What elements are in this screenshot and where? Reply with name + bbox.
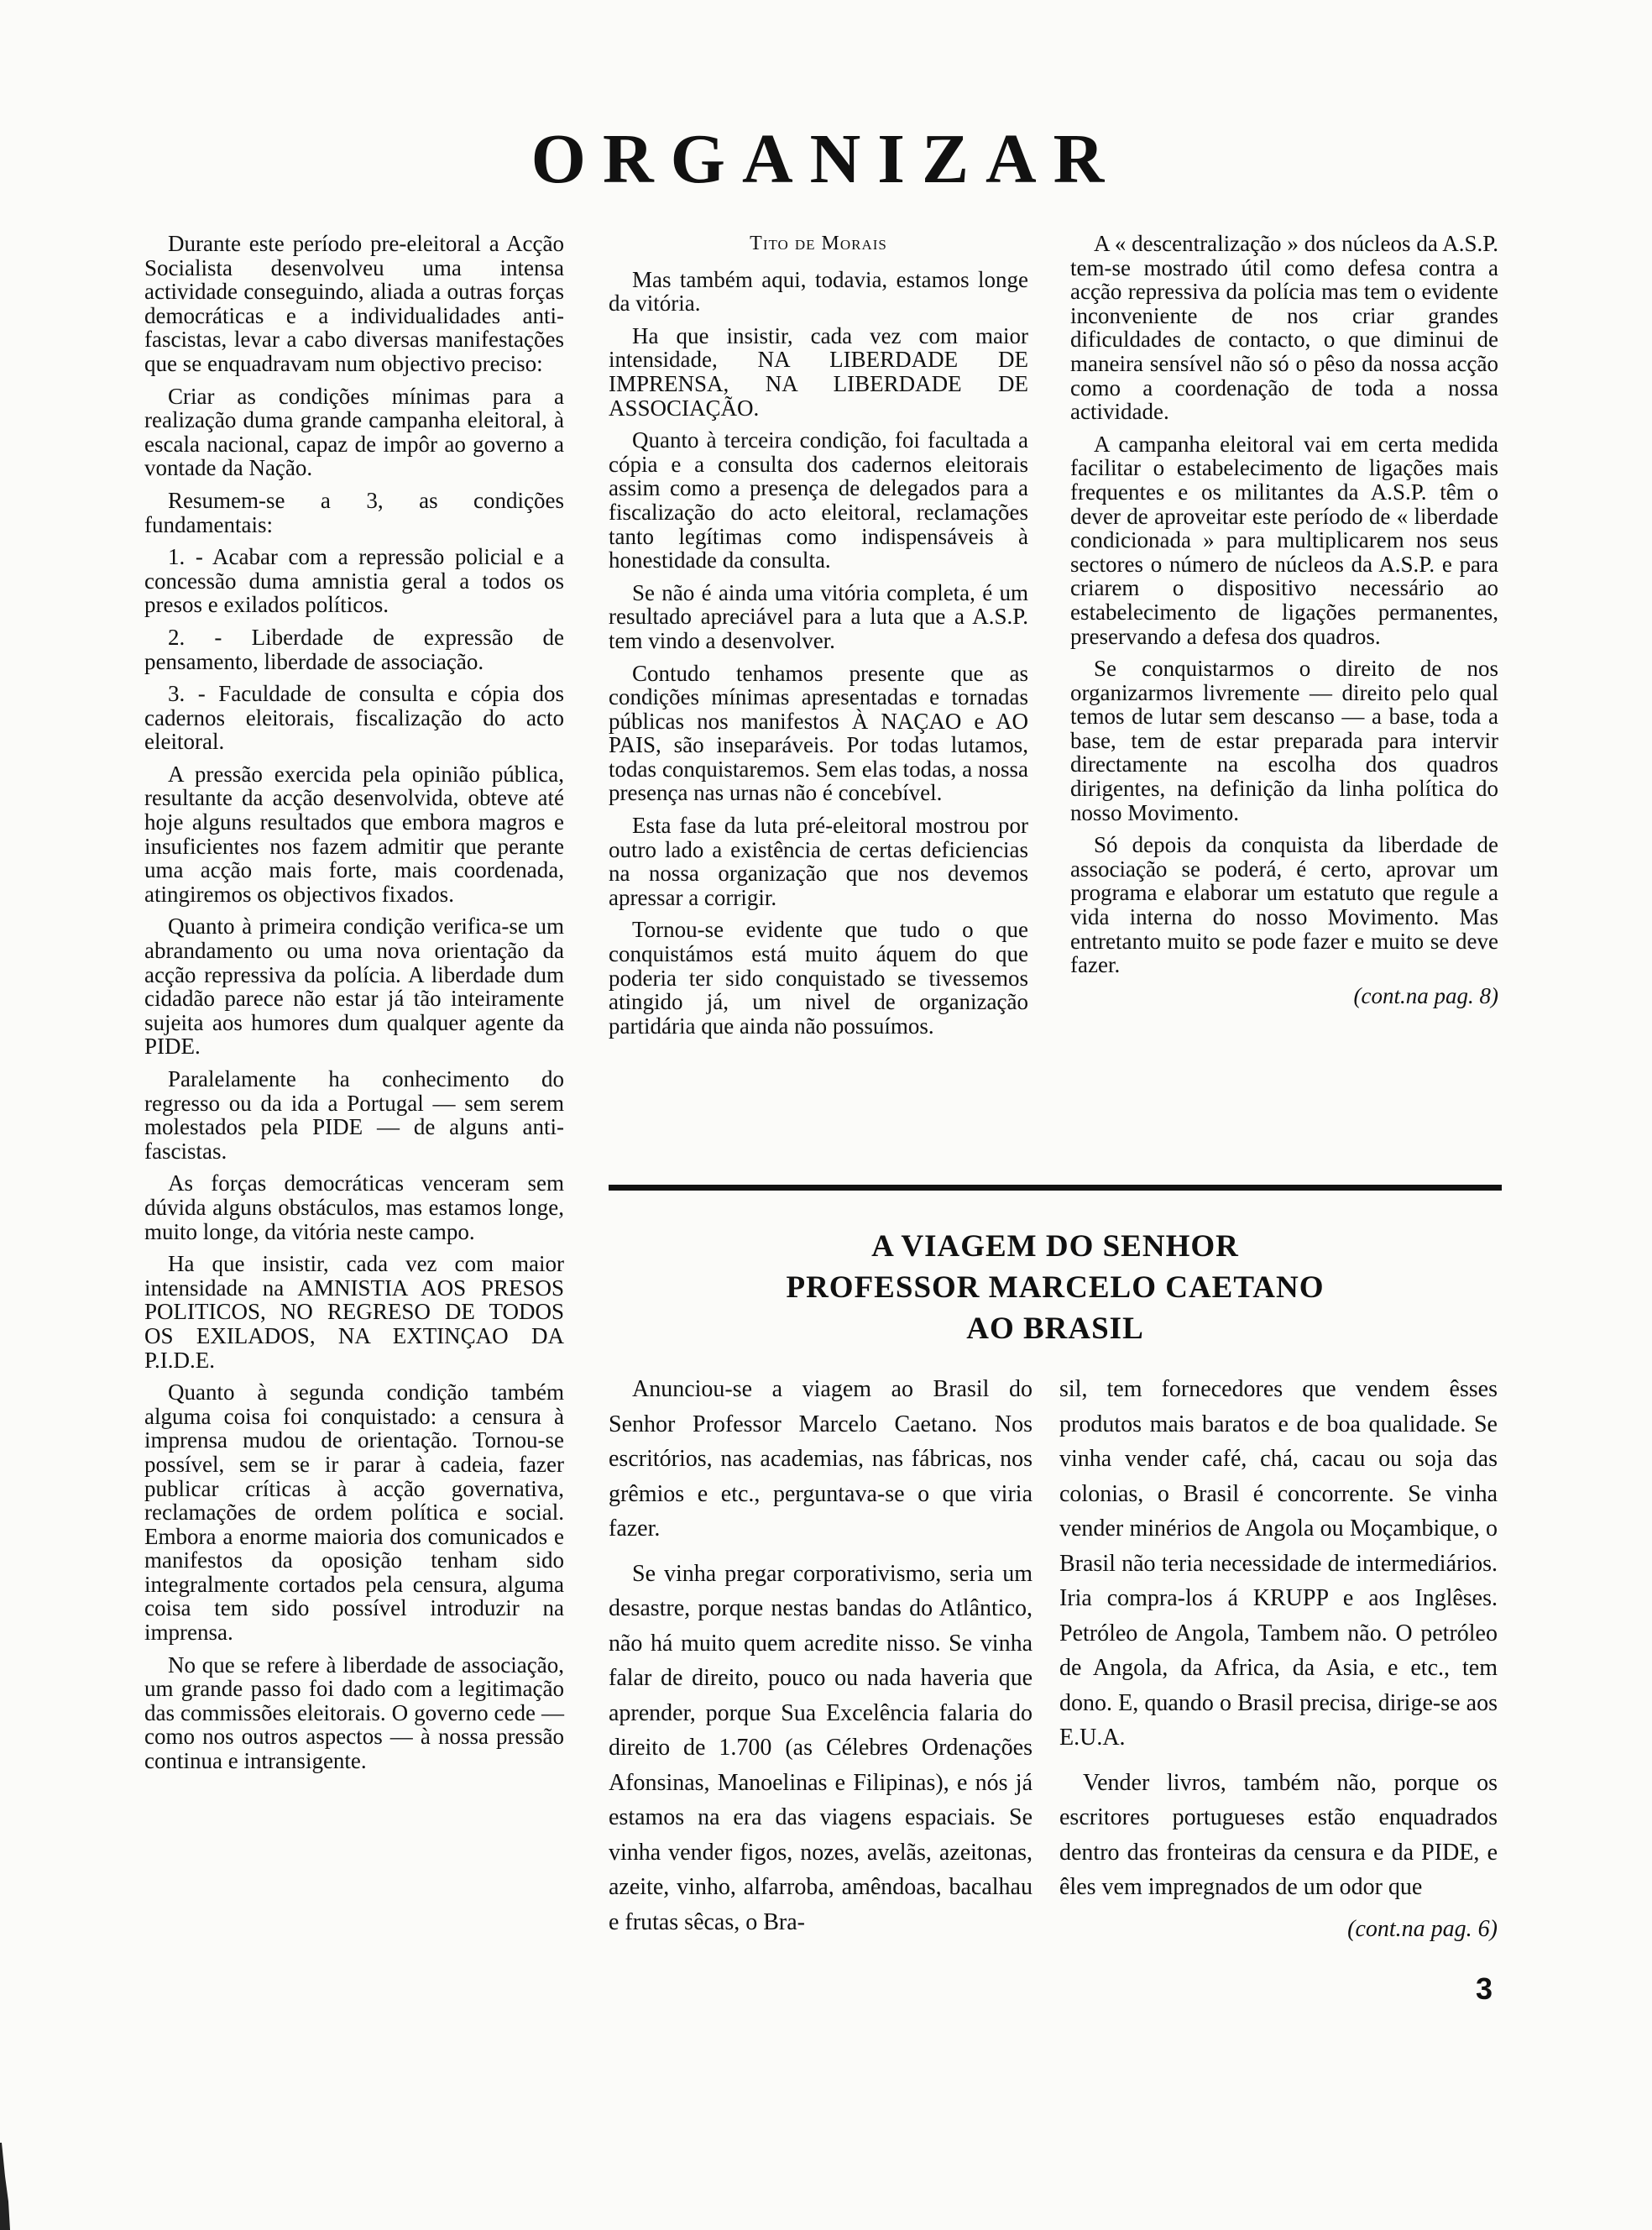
paragraph: Paralelamente ha conhecimento do regresso ou da ida a Portugal — sem serem molestados pela PIDE — de alguns anti-fascistas. (144, 1066, 564, 1164)
paragraph: Esta fase da luta pré-eleitoral mostrou por outro lado a existência de certas deficiencias na nossa organização que nos devemos apressar a corrigir. (609, 813, 1028, 910)
paragraph: Quanto à primeira condição verifica-se um abrandamento ou uma nova orientação da acção repressiva da polícia. A liberdade dum cidadão parece não estar já tão inteiramente sujeita aos humores dum qualquer agente da PIDE. (144, 913, 564, 1060)
paragraph: Mas também aqui, todavia, estamos longe da vitória. (609, 266, 1028, 317)
article-2-right-column (1059, 1372, 1498, 1946)
headline: ORGANIZAR (531, 120, 1121, 198)
paragraph: A « descentralização » dos núcleos da A.S.P. tem-se mostrado útil como defesa contra a acção repressiva da polícia mas tem o evidente inconveniente de nos criar grandes dificuldades de contacto, o que diminui de maneira sensível não só o pêso da nossa acção como a coordenação de toda a nossa actividade. (1070, 231, 1498, 425)
paragraph: Anunciou-se a viagem ao Brasil do Senhor Professor Marcelo Caetano. Nos escritórios, nas academias, nas fábricas, nos grêmios e etc., perguntava-se o que viria fazer. (609, 1376, 1032, 1542)
paragraph: 2. - Liberdade de expressão de pensamento, liberdade de associação. (144, 624, 564, 674)
paragraph: Quanto à terceira condição, foi facultada a cópia e a consulta dos cadernos eleitorais assim como a presença de delegados para a fiscalização do acto eleitoral, reclamações tanto legítimas como indispensáveis à honestidade da consulta. (609, 427, 1028, 573)
paragraph: Criar as condições mínimas para a realização duma grande campanha eleitoral, à escala nacional, capaz de impôr ao governo a vontade da Nação. (144, 383, 564, 481)
article-2-left-column (609, 1372, 1032, 1939)
paragraph: Resumem-se a 3, as condições fundamentais: (144, 487, 564, 537)
paragraph: Se conquistarmos o direito de nos organizarmos livremente — direito pelo qual temos de lutar sem descanso — a base, toda a base, tem de estar preparada para intervir directamente na escolha dos quadros dirigentes, na definição da linha política do nosso Movimento. (1070, 656, 1498, 825)
article-title-line: A VIAGEM DO SENHOR (871, 1229, 1239, 1264)
paragraph: Tornou-se evidente que tudo o que conquistámos está muito áquem do que poderia ter sido conquistado se tivessemos atingido já, um nivel de organização partidária que ainda não possuímos. (609, 917, 1028, 1039)
continuation-note: (cont.na pag. 6) (1347, 1915, 1498, 1942)
article-title (609, 1226, 1502, 1349)
article-title-line: PROFESSOR MARCELO CAETANO (786, 1270, 1325, 1305)
page-number: 3 (1476, 1971, 1493, 2006)
byline: Tito de Morais (750, 233, 887, 254)
column-1 (144, 232, 564, 1773)
column-2 (609, 232, 1028, 1038)
paragraph: Durante este período pre-eleitoral a Acção Socialista desenvolveu uma intensa actividade conseguindo, aliada a outras forças democráticas e a individualidades anti-fascistas, levar a cabo diversas manifestações que se enquadravam num objectivo preciso: (144, 231, 564, 376)
paragraph: Ha que insistir, cada vez com maior intensidade na AMNISTIA AOS PRESOS POLITICOS, NO REGRESO DE TODOS OS EXILADOS, NA EXTINÇAO DA P.I.D.E. (144, 1251, 564, 1373)
paragraph: Contudo tenhamos presente que as condições mínimas apresentadas e tornadas públicas nos manifestos À NAÇAO e AO PAIS, são inseparáveis. Por todas lutamos, todas conquistaremos. Sem elas todas, a nossa presença nas urnas não é concebível. (609, 660, 1028, 806)
paragraph: A pressão exercida pela opinião pública, resultante da acção desenvolvida, obteve até hoje alguns resultados que embora magros e insuficientes nos fazem admitir que perante uma acção mais forte, mais coordenada, atingiremos os objectivos fixados. (144, 761, 564, 907)
paragraph: 1. - Acabar com a repressão policial e a concessão duma amnistia geral a todos os presos e exilados políticos. (144, 544, 564, 618)
continuation-note: (cont.na pag. 8) (1353, 982, 1498, 1008)
paragraph: Vender livros, também não, porque os escritores portugueses estão enquadrados dentro das fronteiras da censura e da PIDE, e êles vem impregnados de um odor que (1059, 1769, 1498, 1900)
paragraph: Se vinha pregar corporativismo, seria um desastre, porque nestas bandas do Atlântico, não há muito quem acredite nisso. Se vinha falar de direito, pouco ou nada haveria que aprender, porque Sua Excelência falaria do direito de 1.700 (as Célebres Ordenações Afonsinas, Manoelinas e Filipinas), e nós já estamos na era das viagens espaciais. Se vinha vender figos, nozes, avelãs, azeitonas, azeite, vinho, alfarroba, amêndoas, bacalhau e frutas sêcas, o Bra- (609, 1560, 1032, 1935)
column-3 (1070, 232, 1498, 1008)
paragraph: Se não é ainda uma vitória completa, é um resultado apreciável para a luta que a A.S.P. tem vindo a desenvolver. (609, 579, 1028, 653)
article-title-line: AO BRASIL (966, 1311, 1144, 1346)
paragraph: Quanto à segunda condição também alguma coisa foi conquistado: a censura à imprensa mudou de orientação. Tornou-se possível, sem se ir parar à cadeia, fazer publicar críticas à acção governativa, reclamações de ordem política e social. Embora a enorme maioria dos comunicados e manifestos da oposição tenham sido integralmente cortados pela censura, alguma coisa tem sido possível introduzir na imprensa. (144, 1379, 564, 1646)
paragraph: No que se refere à liberdade de associação, um grande passo foi dado com a legitimação das commissões eleitorais. O governo cede — como nos outros aspectos — à nossa pressão continua e intransigente. (144, 1652, 564, 1774)
paragraph: As forças democráticas venceram sem dúvida alguns obstáculos, mas estamos longe, muito longe, da vitória neste campo. (144, 1170, 564, 1244)
paragraph: A campanha eleitoral vai em certa medida facilitar o estabelecimento de ligações mais frequentes e os militantes da A.S.P. têm o dever de aproveitar este período de « liberdade condicionada » para multiplicarem nos seus sectores o número de núcleos da A.S.P. e para criarem o dispositivo necessário ao estabelecimento de ligações permanentes, preservando a defesa dos quadros. (1070, 431, 1498, 649)
paragraph: Ha que insistir, cada vez com maior intensidade, NA LIBERDADE DE IMPRENSA, NA LIBERDADE DE ASSOCIAÇÃO. (609, 322, 1028, 421)
paragraph: 3. - Faculdade de consulta e cópia dos cadernos eleitorais, fiscalização do acto eleitoral. (144, 681, 564, 755)
paragraph: Só depois da conquista da liberdade de associação se poderá, é certo, aprovar um programa e elaborar um estatuto que regule a vida interna do nosso Movimento. Mas entretanto muito se pode fazer e muito se deve fazer. (1070, 832, 1498, 978)
scan-edge-mark (0, 2143, 12, 2230)
section-divider (609, 1185, 1502, 1191)
paragraph: sil, tem fornecedores que vendem êsses produtos mais baratos e de boa qualidade. Se vinha vender café, chá, cacau ou soja das colonias, o Brasil é concorrente. Se vinha vender minérios de Angola ou Moçambique, o Brasil não teria necessidade de intermediários. Iria compra-los á KRUPP e aos Inglêses. Petróleo de Angola, Tambem não. O petróleo de Angola, da Africa, da Asia, e etc., tem dono. E, quando o Brasil precisa, dirige-se aos E.U.A. (1059, 1376, 1498, 1751)
